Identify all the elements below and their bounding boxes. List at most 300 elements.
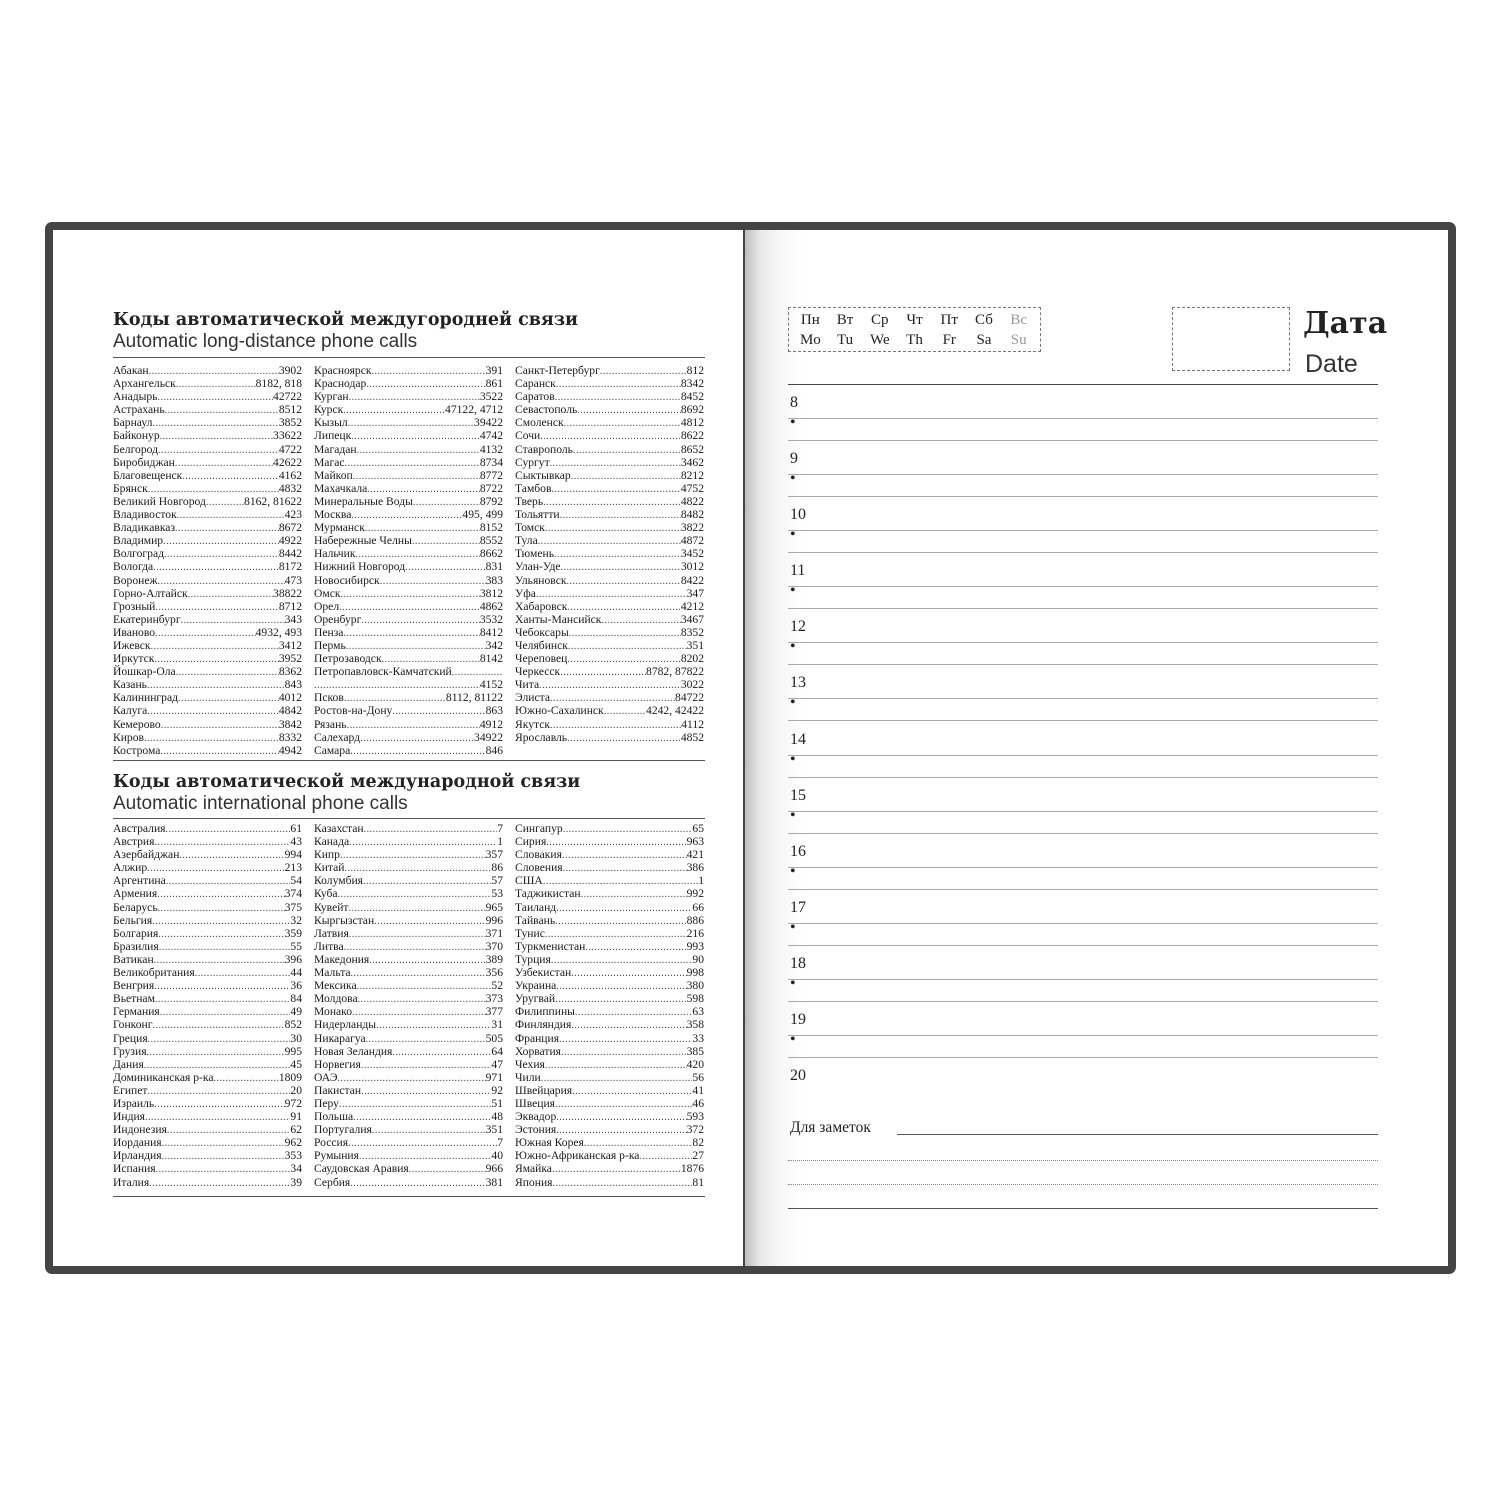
code-entry <box>515 547 704 560</box>
code-entry <box>113 874 302 887</box>
entry-leader-dots <box>367 483 480 495</box>
entry-leader-dots <box>145 1111 290 1123</box>
entry-code: 8152 <box>479 521 503 535</box>
entry-name: Хабаровск <box>515 599 568 613</box>
entry-name: Уфа <box>515 586 536 600</box>
entry-code: 4852 <box>680 730 704 744</box>
entry-name: Россия <box>314 1136 349 1150</box>
hour-slot[interactable] <box>788 670 1378 726</box>
entry-leader-dots <box>166 823 291 835</box>
entry-leader-dots <box>165 404 279 416</box>
entry-leader-dots <box>412 535 480 547</box>
code-entry <box>113 377 302 390</box>
entry-name: Киров <box>113 730 145 744</box>
code-entry <box>515 927 704 940</box>
entry-code: 8452 <box>680 390 704 404</box>
weekday-su[interactable] <box>1001 310 1036 349</box>
code-entry <box>314 848 503 861</box>
code-entry <box>314 1110 503 1123</box>
entry-code: 3902 <box>278 364 302 377</box>
entry-name: Черкесск <box>515 665 561 679</box>
code-entry <box>314 416 503 429</box>
entry-leader-dots <box>338 1072 486 1084</box>
entry-leader-dots <box>366 378 485 390</box>
weekday-fr[interactable] <box>932 310 967 349</box>
entry-name: Вологда <box>113 560 154 574</box>
code-entry <box>515 534 704 547</box>
entry-leader-dots <box>154 954 285 966</box>
code-entry <box>314 678 503 691</box>
international-codes-subtitle: Automatic international phone calls <box>113 793 408 814</box>
entry-leader-dots <box>405 561 485 573</box>
entry-name: Колумбия <box>314 874 364 888</box>
code-entry <box>113 901 302 914</box>
entry-code: 84 <box>290 992 302 1006</box>
code-entry <box>314 1162 503 1175</box>
entry-name: Перу <box>314 1096 339 1110</box>
entry-leader-dots <box>155 993 290 1005</box>
entry-code: 972 <box>284 1096 302 1110</box>
hour-slot[interactable] <box>788 783 1378 839</box>
entry-name: Кызыл <box>314 416 348 430</box>
hour-slot[interactable] <box>788 951 1378 1007</box>
entry-code: 64 <box>491 1044 503 1058</box>
code-entry <box>113 678 302 691</box>
code-entry <box>515 469 704 482</box>
hour-line <box>788 698 1378 699</box>
entry-code: 505 <box>485 1031 503 1045</box>
weekday-en: Th <box>906 331 923 348</box>
entry-name: Аргентина <box>113 874 166 888</box>
code-entry <box>113 416 302 429</box>
weekday-en: Tu <box>837 331 854 348</box>
code-entry <box>314 704 503 717</box>
entry-code: 86 <box>491 861 503 875</box>
entry-leader-dots <box>382 653 480 665</box>
entry-name: Уругвай <box>515 992 556 1006</box>
entry-name: ОАЭ <box>314 1070 338 1084</box>
code-entry <box>515 874 704 887</box>
entry-name: Улан-Уде <box>515 560 561 574</box>
entry-leader-dots <box>392 1046 491 1058</box>
codes-column <box>515 364 704 757</box>
hour-slot[interactable] <box>788 390 1378 446</box>
entry-code: 8142 <box>479 652 503 666</box>
hour-slot[interactable] <box>788 502 1378 558</box>
entry-leader-dots <box>556 1111 686 1123</box>
code-entry <box>113 953 302 966</box>
entry-name: Тюмень <box>515 547 554 561</box>
weekday-tu[interactable] <box>828 310 863 349</box>
entry-leader-dots <box>561 561 681 573</box>
entry-code: 962 <box>284 1136 302 1150</box>
hour-slot[interactable] <box>788 839 1378 895</box>
entry-name: Таиланд <box>515 900 557 914</box>
code-entry <box>113 731 302 744</box>
hour-slot[interactable] <box>788 614 1378 670</box>
weekday-ru: Чт <box>906 311 923 328</box>
code-entry <box>515 456 704 469</box>
weekday-en: Fr <box>942 331 956 348</box>
entry-leader-dots <box>551 483 680 495</box>
entry-leader-dots <box>149 365 279 377</box>
entry-name: Сирия <box>515 835 547 849</box>
left-page <box>53 230 743 1266</box>
entry-name: Румыния <box>314 1149 359 1163</box>
entry-leader-dots <box>545 522 681 534</box>
hour-number: 17 <box>790 898 806 916</box>
half-hour-line <box>788 664 1378 665</box>
entry-code: 84722 <box>675 691 704 705</box>
entry-leader-dots <box>158 928 284 940</box>
entry-code: 33 <box>692 1031 704 1045</box>
entry-leader-dots <box>144 732 279 744</box>
entry-leader-dots <box>571 967 686 979</box>
entry-leader-dots <box>162 1150 285 1162</box>
code-entry <box>515 914 704 927</box>
entry-name: Доминиканская р-ка <box>113 1070 214 1084</box>
entry-leader-dots <box>163 535 279 547</box>
entry-leader-dots <box>167 1124 291 1136</box>
weekday-en: Mo <box>799 331 821 348</box>
code-entry <box>314 927 503 940</box>
entry-code: 598 <box>686 992 704 1006</box>
entry-code: 47 <box>491 1057 503 1071</box>
weekday-mo[interactable] <box>793 310 828 349</box>
entry-code: 473 <box>284 573 302 587</box>
code-entry <box>113 1032 302 1045</box>
code-entry <box>314 390 503 403</box>
hour-slot[interactable] <box>788 727 1378 783</box>
code-entry <box>314 966 503 979</box>
entry-code: 3532 <box>479 612 503 626</box>
entry-leader-dots <box>176 378 256 390</box>
entry-leader-dots <box>359 1150 491 1162</box>
code-entry <box>515 718 704 731</box>
entry-name: Волгоград <box>113 547 165 561</box>
notes-line[interactable] <box>897 1134 1378 1135</box>
entry-leader-dots <box>195 967 291 979</box>
entry-name: Индия <box>113 1110 146 1124</box>
entry-code: 3467 <box>680 612 704 626</box>
entry-code: 30 <box>290 1031 302 1045</box>
entry-code: 47122, 4712 <box>445 403 503 417</box>
entry-code: 342 <box>485 638 503 652</box>
entry-name: Никарагуа <box>314 1031 366 1045</box>
entry-name: Псков <box>314 691 344 705</box>
hour-number: 13 <box>790 674 806 692</box>
notes-dotted-line[interactable] <box>788 1184 1378 1185</box>
entry-code: 4932, 493 <box>255 625 302 639</box>
entry-code: 371 <box>485 926 503 940</box>
entry-name: Филиппины <box>515 1005 575 1019</box>
entry-name: Брянск <box>113 481 148 495</box>
code-entry <box>113 443 302 456</box>
code-entry <box>515 979 704 992</box>
half-hour-bullet: • <box>790 806 796 824</box>
entry-leader-dots <box>154 836 290 848</box>
entry-name: Ирландия <box>113 1149 162 1163</box>
entry-leader-dots <box>148 483 279 495</box>
code-entry <box>515 992 704 1005</box>
code-entry <box>515 1176 704 1189</box>
entry-code: 8162, 81622 <box>244 494 302 508</box>
entry-code: 52 <box>491 979 503 993</box>
code-entry <box>314 600 503 613</box>
entry-name: Красноярск <box>314 364 372 377</box>
weekday-th[interactable] <box>897 310 932 349</box>
entry-leader-dots <box>575 1006 692 1018</box>
entry-leader-dots <box>353 470 480 482</box>
entry-name: Иркутск <box>113 652 155 666</box>
entry-code: 843 <box>284 678 302 692</box>
hour-slot[interactable] <box>788 558 1378 614</box>
code-entry <box>515 691 704 704</box>
entry-code: 8172 <box>278 560 302 574</box>
entry-code: 1809 <box>278 1070 302 1084</box>
entry-leader-dots <box>560 509 681 521</box>
entry-name: Анадырь <box>113 390 158 404</box>
entry-name: Сербия <box>314 1175 351 1189</box>
code-entry <box>113 1149 302 1162</box>
entry-code: 32 <box>290 913 302 927</box>
entry-name: Мексика <box>314 979 357 993</box>
entry-code: 8662 <box>479 547 503 561</box>
code-entry <box>113 364 302 377</box>
entry-leader-dots <box>158 902 285 914</box>
entry-name: Байконур <box>113 429 160 443</box>
entry-name: Тула <box>515 534 538 548</box>
entry-name: Чита <box>515 678 540 692</box>
code-entry <box>314 587 503 600</box>
entry-name: Кипр <box>314 848 340 862</box>
entry-name: Сингапур <box>515 822 563 835</box>
entry-leader-dots <box>155 627 256 639</box>
entry-name: Минеральные Воды <box>314 494 413 508</box>
entry-code: 8672 <box>278 521 302 535</box>
code-entry <box>314 665 503 678</box>
entry-code: 963 <box>686 835 704 849</box>
entry-name: Орел <box>314 599 340 613</box>
code-entry <box>515 678 704 691</box>
entry-code: 39422 <box>474 416 503 430</box>
entry-code: 375 <box>284 900 302 914</box>
code-entry <box>515 652 704 665</box>
entry-leader-dots <box>213 1072 278 1084</box>
entry-leader-dots <box>536 588 687 600</box>
entry-name: Турция <box>515 952 551 966</box>
code-entry <box>515 626 704 639</box>
entry-leader-dots <box>546 836 686 848</box>
code-entry <box>515 940 704 953</box>
code-entry <box>314 482 503 495</box>
entry-code: 51 <box>491 1096 503 1110</box>
entry-leader-dots <box>538 535 681 547</box>
code-entry <box>113 887 302 900</box>
entry-name: Нидерланды <box>314 1018 377 1032</box>
entry-name: Калуга <box>113 704 148 718</box>
hour-number: 12 <box>790 618 806 636</box>
hour-number: 9 <box>790 450 798 468</box>
code-entry <box>515 704 704 717</box>
entry-name: Саратов <box>515 390 555 404</box>
entry-name: Омск <box>314 586 341 600</box>
entry-leader-dots <box>372 365 486 377</box>
half-hour-bullet: • <box>790 862 796 880</box>
entry-name: Китай <box>314 861 345 875</box>
entry-code: 8652 <box>680 442 704 456</box>
entry-leader-dots <box>160 1006 291 1018</box>
entry-name: Воронеж <box>113 573 158 587</box>
entry-leader-dots <box>376 1019 491 1031</box>
code-entry <box>515 390 704 403</box>
half-hour-line <box>788 608 1378 609</box>
entry-leader-dots <box>409 1163 486 1175</box>
hour-slot[interactable] <box>788 1007 1378 1063</box>
entry-name: Япония <box>515 1175 553 1189</box>
domestic-title-rule <box>113 357 705 358</box>
half-hour-line <box>788 777 1378 778</box>
entry-code: 852 <box>284 1018 302 1032</box>
code-entry <box>314 364 503 377</box>
entry-leader-dots <box>543 496 681 508</box>
notes-dotted-line[interactable] <box>788 1160 1378 1161</box>
entry-leader-dots <box>157 888 284 900</box>
notes-bottom-line <box>788 1208 1378 1209</box>
entry-leader-dots <box>154 1098 284 1110</box>
hourly-schedule <box>788 390 1378 1093</box>
entry-name: Израиль <box>113 1096 155 1110</box>
code-entry <box>314 521 503 534</box>
entry-leader-dots <box>338 888 492 900</box>
entry-name: Греция <box>113 1031 148 1045</box>
code-entry <box>515 848 704 861</box>
entry-code: 8792 <box>479 494 503 508</box>
entry-code: 34 <box>290 1162 302 1176</box>
entry-leader-dots <box>567 732 681 744</box>
half-hour-line <box>788 552 1378 553</box>
entry-code: 8692 <box>680 403 704 417</box>
entry-code: 8212 <box>680 468 704 482</box>
entry-name: Азербайджан <box>113 848 180 862</box>
entry-code: 996 <box>485 913 503 927</box>
hour-slot[interactable] <box>788 446 1378 502</box>
code-entry <box>113 390 302 403</box>
entry-name: Горно-Алтайск <box>113 586 188 600</box>
entry-name: Венгрия <box>113 979 155 993</box>
entry-name: Пакистан <box>314 1083 362 1097</box>
code-entry <box>515 1084 704 1097</box>
half-hour-line <box>788 833 1378 834</box>
code-entry <box>113 482 302 495</box>
entry-leader-dots <box>573 444 681 456</box>
hour-number: 15 <box>790 786 806 804</box>
entry-name: Португалия <box>314 1123 372 1137</box>
half-hour-line <box>788 1001 1378 1002</box>
entry-code: 41 <box>692 1083 704 1097</box>
code-entry <box>314 1005 503 1018</box>
weekday-sa[interactable] <box>967 310 1002 349</box>
weekday-en: Su <box>1010 331 1027 348</box>
date-label-en: Date <box>1305 350 1358 378</box>
domestic-codes-subtitle: Automatic long-distance phone calls <box>113 331 418 352</box>
entry-name: Мурманск <box>314 521 365 535</box>
entry-name: Новая Зеландия <box>314 1044 393 1058</box>
code-entry <box>113 495 302 508</box>
entry-code: 31 <box>491 1018 503 1032</box>
code-entry <box>113 1110 302 1123</box>
domestic-bottom-rule <box>113 760 705 761</box>
code-entry <box>314 731 503 744</box>
code-entry <box>515 403 704 416</box>
code-entry <box>515 1110 704 1123</box>
entry-leader-dots <box>365 522 480 534</box>
code-entry <box>314 822 503 835</box>
hour-slot[interactable] <box>788 895 1378 951</box>
weekday-selector <box>788 307 1041 352</box>
entry-leader-dots <box>555 915 687 927</box>
entry-leader-dots <box>552 1163 681 1175</box>
code-entry <box>113 1176 302 1189</box>
code-entry <box>515 508 704 521</box>
entry-code: 3452 <box>680 547 704 561</box>
entry-name: Ижевск <box>113 638 151 652</box>
entry-code: 48 <box>491 1110 503 1124</box>
entry-code: 92 <box>491 1083 503 1097</box>
entry-name: Ставрополь <box>515 442 573 456</box>
entry-leader-dots <box>177 509 285 521</box>
code-entry <box>113 639 302 652</box>
code-entry <box>515 587 704 600</box>
entry-leader-dots <box>343 627 479 639</box>
code-entry <box>113 469 302 482</box>
entry-name: Индонезия <box>113 1123 167 1137</box>
weekday-en: Sa <box>976 331 992 348</box>
entry-leader-dots <box>550 719 681 731</box>
code-entry <box>113 1071 302 1084</box>
entry-leader-dots <box>363 875 491 887</box>
entry-code: 4832 <box>278 481 302 495</box>
code-entry <box>314 874 503 887</box>
entry-name: Финляндия <box>515 1018 572 1032</box>
date-entry-box[interactable] <box>1172 307 1290 371</box>
entry-code: 863 <box>485 704 503 718</box>
code-entry <box>515 731 704 744</box>
entry-name: Иваново <box>113 625 156 639</box>
weekday-we[interactable] <box>862 310 897 349</box>
entry-name: Словакия <box>515 848 562 862</box>
entry-name: Канада <box>314 835 350 849</box>
hour-number: 16 <box>790 842 806 860</box>
entry-code: 39 <box>290 1175 302 1189</box>
entry-name: Бразилия <box>113 939 159 953</box>
entry-name: Эстония <box>515 1123 557 1137</box>
entry-name: Норвегия <box>314 1057 361 1071</box>
code-entry <box>113 940 302 953</box>
entry-leader-dots <box>556 902 692 914</box>
entry-name: Абакан <box>113 364 149 377</box>
hour-number: 19 <box>790 1011 806 1029</box>
entry-code: 8782, 87822 <box>646 665 704 679</box>
code-entry <box>515 861 704 874</box>
entry-code: 53 <box>491 887 503 901</box>
hour-slot[interactable] <box>788 1063 1378 1093</box>
entry-leader-dots <box>372 1124 486 1136</box>
entry-name: Франция <box>515 1031 560 1045</box>
code-entry <box>314 403 503 416</box>
entry-leader-dots <box>345 862 492 874</box>
code-entry <box>113 914 302 927</box>
